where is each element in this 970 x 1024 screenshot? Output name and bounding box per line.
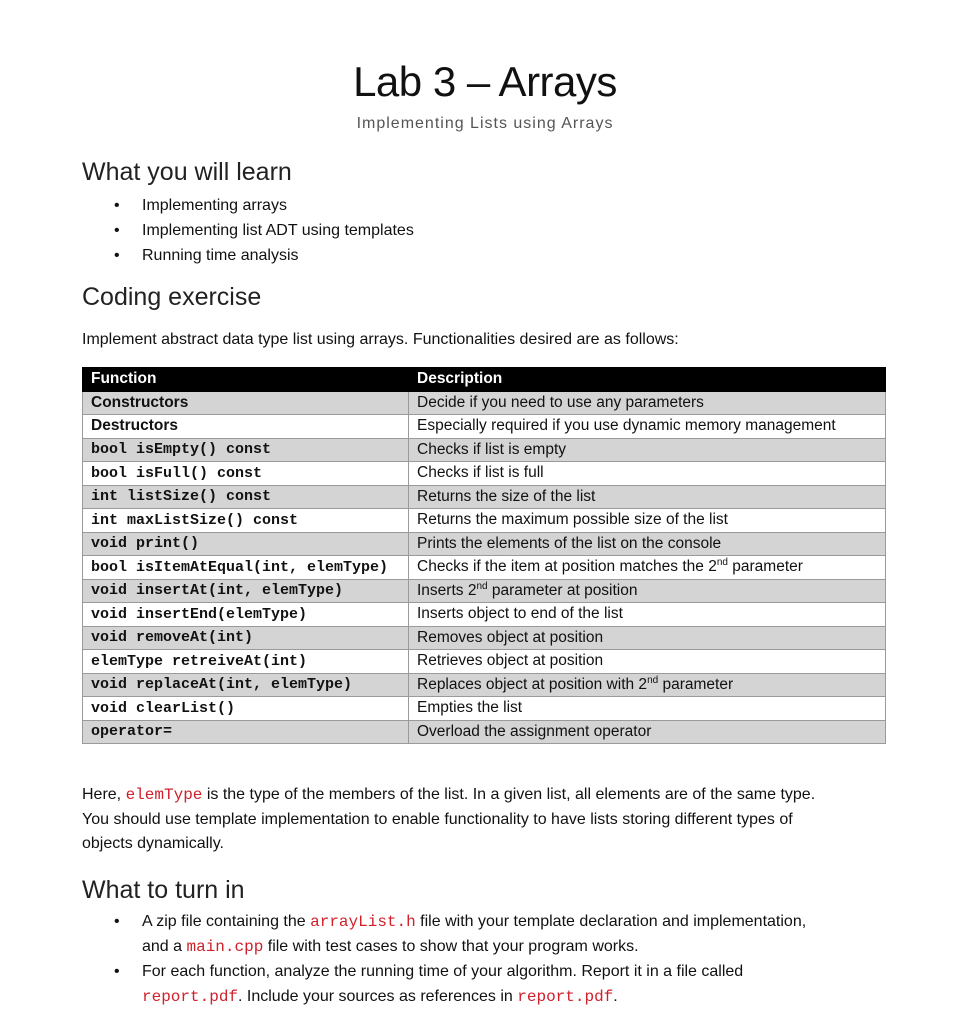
table-row	[83, 438, 886, 462]
table-row	[83, 485, 886, 509]
description-cell: Decide if you need to use any parameters	[409, 391, 886, 415]
bullet-icon: •	[114, 222, 120, 239]
list-item: • Running time analysis	[112, 243, 414, 268]
description-cell: Returns the maximum possible size of the list	[409, 509, 886, 533]
function-cell: Constructors	[83, 391, 409, 415]
bullet-icon: •	[114, 197, 120, 214]
description-cell: Retrieves object at position	[409, 650, 886, 674]
function-cell: int listSize() const	[83, 485, 409, 509]
table-row	[83, 697, 886, 721]
elemtype-code: elemType	[125, 786, 203, 804]
table-row	[83, 673, 886, 697]
function-cell: bool isEmpty() const	[83, 438, 409, 462]
table-row	[83, 579, 886, 603]
table-row	[83, 532, 886, 556]
function-cell: elemType retreiveAt(int)	[83, 650, 409, 674]
list-item: • Implementing arrays	[112, 193, 414, 218]
table-row	[83, 509, 886, 533]
main-file-code: main.cpp	[186, 937, 264, 956]
function-cell: void insertAt(int, elemType)	[83, 579, 409, 603]
learn-list	[112, 193, 414, 268]
table-row	[83, 462, 886, 486]
description-cell: Overload the assignment operator	[409, 720, 886, 744]
function-table	[82, 367, 886, 744]
table-header-row	[83, 368, 886, 392]
table-row	[83, 556, 886, 580]
report-file-code-2: report.pdf	[517, 987, 614, 1006]
description-cell: Replaces object at position with 2nd parameter	[409, 673, 886, 697]
bullet-icon: •	[114, 247, 120, 264]
table-row	[83, 626, 886, 650]
description-cell: Inserts 2nd parameter at position	[409, 579, 886, 603]
bullet-icon: •	[114, 913, 120, 930]
table-row	[83, 603, 886, 627]
table-row	[83, 720, 886, 744]
bullet-icon: •	[114, 963, 120, 980]
function-cell: void print()	[83, 532, 409, 556]
description-cell: Returns the size of the list	[409, 485, 886, 509]
arraylist-file-code: arrayList.h	[310, 913, 416, 931]
description-cell: Empties the list	[409, 697, 886, 721]
learn-heading: What you will learn	[82, 158, 292, 186]
function-cell: void replaceAt(int, elemType)	[83, 673, 409, 697]
description-cell: Especially required if you use dynamic memory management	[409, 415, 886, 439]
table-row	[83, 650, 886, 674]
page-title: Lab 3 – Arrays	[353, 58, 617, 105]
report-file-code: report.pdf	[142, 987, 239, 1006]
description-cell: Removes object at position	[409, 626, 886, 650]
turnin-list	[112, 910, 806, 1009]
table-row	[83, 415, 886, 439]
function-cell: void insertEnd(elemType)	[83, 603, 409, 627]
function-cell: int maxListSize() const	[83, 509, 409, 533]
header-function: Function	[83, 368, 409, 392]
description-cell: Checks if the item at position matches the 2nd parameter	[409, 556, 886, 580]
table-row	[83, 391, 886, 415]
function-cell: void removeAt(int)	[83, 626, 409, 650]
description-cell: Prints the elements of the list on the console	[409, 532, 886, 556]
turnin-heading: What to turn in	[82, 876, 245, 904]
function-cell: Destructors	[83, 415, 409, 439]
elemtype-paragraph: Here, elemType is the type of the members of the list. In a given list, all elements are of the same type. You should use template implementation to enable functionality to have lists storing different types of objects dynamically.	[82, 786, 816, 852]
description-cell: Checks if list is empty	[409, 438, 886, 462]
function-cell: bool isFull() const	[83, 462, 409, 486]
coding-intro: Implement abstract data type list using arrays. Functionalities desired are as follows:	[82, 331, 679, 348]
list-item: • A zip file containing the arrayList.h file with your template declaration and implementation, and a main.cpp file with test cases to show that your program works.	[112, 910, 806, 959]
function-cell: void clearList()	[83, 697, 409, 721]
coding-heading: Coding exercise	[82, 283, 262, 311]
list-item: • For each function, analyze the running time of your algorithm. Report it in a file called report.pdf. Include your sources as references in report.pdf.	[112, 960, 806, 1009]
function-cell: bool isItemAtEqual(int, elemType)	[83, 556, 409, 580]
list-item: • Implementing list ADT using templates	[112, 218, 414, 243]
header-description: Description	[409, 368, 886, 392]
function-cell: operator=	[83, 720, 409, 744]
description-cell: Checks if list is full	[409, 462, 886, 486]
description-cell: Inserts object to end of the list	[409, 603, 886, 627]
page-subtitle: Implementing Lists using Arrays	[356, 115, 614, 132]
